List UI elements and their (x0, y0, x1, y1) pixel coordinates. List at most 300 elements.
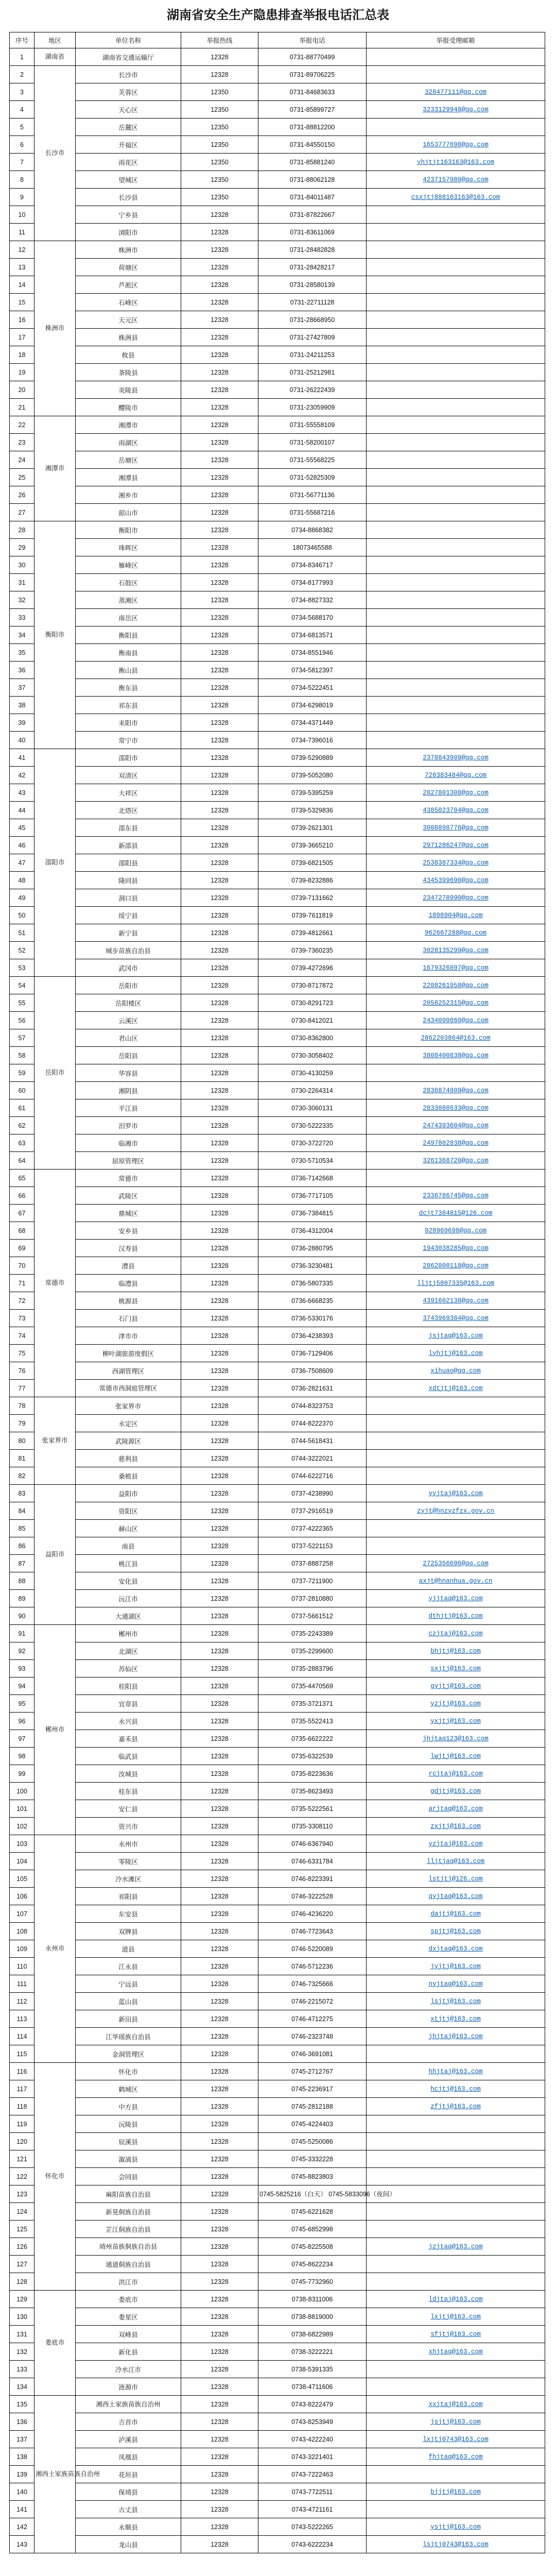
cell-no: 48 (10, 872, 34, 889)
table-row (10, 1555, 545, 1572)
cell-email[interactable] (367, 977, 545, 994)
table-row (10, 1099, 545, 1117)
email-link[interactable]: yxjtj@163.com (430, 1717, 481, 1725)
cell-no: 84 (10, 1502, 34, 1520)
cell-email[interactable] (367, 2291, 545, 2308)
cell-email[interactable] (367, 2063, 545, 2080)
cell-hotline: 12328 (181, 1047, 258, 1064)
email-link[interactable]: sfjtj@163.com (430, 2330, 481, 2338)
email-link[interactable]: jyjtj@163.com (430, 1962, 481, 1970)
cell-hotline: 12328 (181, 1870, 258, 1888)
cell-phone: 0737-5221153 (258, 1537, 367, 1555)
cell-email[interactable] (367, 2413, 545, 2431)
cell-hotline: 12328 (181, 2413, 258, 2431)
email-link[interactable]: 3028135299@qq.com (423, 946, 489, 954)
cell-email[interactable] (367, 784, 545, 802)
cell-phone: 0735-3308110 (258, 1818, 367, 1835)
email-link[interactable]: 2208261958@qq.com (423, 981, 489, 989)
cell-email[interactable] (367, 1748, 545, 1765)
cell-region: 衡阳市 (34, 521, 76, 749)
email-link[interactable]: 2833088633@qq.com (423, 1104, 489, 1112)
cell-phone: 0744-5618431 (258, 1432, 367, 1450)
cell-email[interactable] (367, 959, 545, 977)
cell-email[interactable] (367, 1345, 545, 1362)
cell-email[interactable] (367, 1310, 545, 1327)
cell-unit: 嘉禾县 (76, 1730, 181, 1748)
cell-hotline: 12328 (181, 679, 258, 697)
email-link[interactable]: lljtj5807335@163.com (416, 1279, 495, 1287)
cell-email[interactable] (367, 1275, 545, 1292)
cell-email (367, 2256, 545, 2273)
email-link[interactable]: dcjt7384815@126.com (419, 1209, 493, 1217)
cell-email[interactable] (367, 2518, 545, 2536)
email-link[interactable]: 2862800118@qq.com (423, 1262, 489, 1269)
email-link[interactable]: lstjtj@126.com (428, 1875, 483, 1883)
cell-email[interactable] (367, 1888, 545, 1905)
cell-phone: 0735-8223636 (258, 1765, 367, 1783)
cell-no: 133 (10, 2361, 34, 2378)
cell-email[interactable] (367, 889, 545, 907)
cell-hotline: 12328 (181, 486, 258, 504)
email-link[interactable]: yzjtj@163.com (430, 1700, 481, 1707)
cell-no: 54 (10, 977, 34, 994)
cell-email[interactable] (367, 1082, 545, 1099)
cell-phone: 0734-8868382 (258, 521, 367, 539)
cell-hotline: 12328 (181, 1205, 258, 1222)
table-row (10, 1064, 545, 1082)
email-link[interactable]: 2725356696@qq.com (423, 1560, 489, 1567)
email-link[interactable]: 1653777698@qq.com (423, 141, 489, 148)
cell-unit: 武冈市 (76, 959, 181, 977)
email-link[interactable]: jhjtaq123@163.com (423, 1735, 489, 1742)
email-link[interactable]: dxjtaq@163.com (428, 1945, 483, 1953)
email-link[interactable]: 2497802838@qq.com (423, 1139, 489, 1147)
email-link[interactable]: 2971286247@qq.com (423, 841, 489, 849)
cell-no: 96 (10, 1713, 34, 1730)
cell-email (367, 364, 545, 381)
cell-no: 18 (10, 346, 34, 364)
table-row (10, 1660, 545, 1677)
cell-email[interactable] (367, 1029, 545, 1047)
cell-phone: 0738-4711606 (258, 2378, 367, 2396)
cell-email[interactable] (367, 1677, 545, 1695)
cell-email[interactable] (367, 2028, 545, 2045)
email-link[interactable]: xtjtj@163.com (430, 2015, 481, 2023)
email-link[interactable]: lyhjtj@163.com (428, 1349, 483, 1357)
cell-unit: 长沙县 (76, 189, 181, 206)
email-link[interactable]: ldjtaj@163.com (428, 2295, 483, 2303)
cell-hotline: 12350 (181, 189, 258, 206)
cell-unit: 资兴市 (76, 1818, 181, 1835)
table-row (10, 399, 545, 416)
email-link[interactable]: 3233129948@qq.com (423, 106, 489, 113)
cell-no: 24 (10, 451, 34, 469)
cell-unit: 花垣县 (76, 2466, 181, 2483)
email-link[interactable]: lsjtj@163.com (430, 1997, 481, 2005)
cell-phone: 0731-28428217 (258, 259, 367, 276)
cell-no: 93 (10, 1660, 34, 1677)
email-link[interactable]: hcjtj@163.com (430, 2085, 481, 2093)
cell-email[interactable] (367, 101, 545, 118)
table-row (10, 118, 545, 136)
email-link[interactable]: gdjtj@163.com (430, 1787, 481, 1795)
cell-email[interactable] (367, 924, 545, 942)
table-row (10, 977, 545, 994)
cell-email (367, 626, 545, 644)
cell-no: 23 (10, 434, 34, 451)
email-link[interactable]: 3261368720@qq.com (423, 1157, 489, 1164)
email-link[interactable]: lxjtj@163.com (430, 2313, 481, 2320)
cell-email[interactable] (367, 1923, 545, 1940)
email-link[interactable]: zfjtj@163.com (430, 2103, 481, 2110)
cell-email[interactable] (367, 1870, 545, 1888)
cell-unit: 岳塘区 (76, 451, 181, 469)
email-link[interactable]: 3808400838@qq.com (423, 1052, 489, 1059)
cell-hotline: 12328 (181, 662, 258, 679)
email-link[interactable]: xihuao@qq.com (430, 1367, 481, 1375)
cell-phone: 0746-3222528 (258, 1888, 367, 1905)
email-link[interactable]: axjt@hnanhua.gov.cn (419, 1577, 493, 1585)
cell-no: 12 (10, 241, 34, 259)
cell-hotline: 12328 (181, 1590, 258, 1607)
email-link[interactable]: zxjtj@163.com (430, 1822, 481, 1830)
cell-email[interactable] (367, 1993, 545, 2010)
cell-email[interactable] (367, 1660, 545, 1677)
cell-email[interactable] (367, 1713, 545, 1730)
cell-hotline: 12328 (181, 2238, 258, 2256)
cell-phone: 0735-2243389 (258, 1625, 367, 1642)
cell-email[interactable] (367, 1502, 545, 1520)
cell-hotline: 12328 (181, 924, 258, 942)
cell-no: 27 (10, 504, 34, 521)
email-link[interactable]: dthjtj@163.com (428, 1612, 483, 1620)
cell-email[interactable] (367, 171, 545, 189)
email-link[interactable]: czjtaj@163.com (428, 1630, 483, 1637)
cell-email[interactable] (367, 1905, 545, 1923)
cell-email[interactable] (367, 1012, 545, 1029)
cell-email[interactable] (367, 1853, 545, 1870)
cell-email[interactable] (367, 819, 545, 837)
cell-email[interactable] (367, 1187, 545, 1205)
cell-phone: 0746-5712236 (258, 1958, 367, 1975)
cell-no: 21 (10, 399, 34, 416)
cell-email[interactable] (367, 837, 545, 854)
email-link[interactable]: yyjtaj@163.com (428, 1489, 483, 1497)
cell-email[interactable] (367, 1134, 545, 1152)
cell-no: 36 (10, 662, 34, 679)
table-row (10, 1537, 545, 1555)
cell-unit: 湖南省交通运输厅 (76, 48, 181, 66)
email-link[interactable]: xdtjtj@163.com (428, 1384, 483, 1392)
cell-unit: 桃江县 (76, 1555, 181, 1572)
email-link[interactable]: 328477111@qq.com (424, 88, 487, 96)
cell-email[interactable] (367, 1117, 545, 1134)
cell-phone: 0731-85881240 (258, 154, 367, 171)
cell-email[interactable] (367, 2431, 545, 2448)
cell-no: 139 (10, 2466, 34, 2483)
cell-hotline: 12328 (181, 767, 258, 784)
email-link[interactable]: nyjtaq@163.com (428, 1980, 483, 1988)
email-link[interactable]: 4345399690@qq.com (423, 876, 489, 884)
cell-email[interactable] (367, 136, 545, 154)
cell-hotline: 12328 (181, 1975, 258, 1993)
cell-unit: 耒阳市 (76, 714, 181, 732)
cell-phone: 0731-28668950 (258, 311, 367, 329)
email-link[interactable]: 2827801308@qq.com (423, 789, 489, 796)
email-link[interactable]: 2378843909@qq.com (423, 754, 489, 761)
email-link[interactable]: jhjtaj@163.com (428, 2032, 483, 2040)
cell-phone: 0739-5290889 (258, 749, 367, 767)
email-link[interactable]: lljtjaq@163.com (426, 1857, 485, 1865)
cell-phone: 0739-7131662 (258, 889, 367, 907)
email-link[interactable]: lxjtj0743@163.com (423, 2435, 489, 2443)
email-link[interactable]: 928969698@qq.com (424, 1227, 487, 1234)
email-link[interactable]: lwjtj@163.com (430, 1752, 481, 1760)
cell-unit: 衡阳市 (76, 521, 181, 539)
email-link[interactable]: qyjtaq@163.com (428, 1892, 483, 1900)
table-row (10, 189, 545, 206)
email-link[interactable]: bjjtj@163.com (430, 2488, 481, 2496)
cell-email[interactable] (367, 1625, 545, 1642)
cell-unit: 宁远县 (76, 1975, 181, 1993)
email-link[interactable]: bhjtj@163.com (430, 1647, 481, 1655)
email-link[interactable]: 2474393604@qq.com (423, 1122, 489, 1129)
cell-email[interactable] (367, 1590, 545, 1607)
cell-unit: 安仁县 (76, 1800, 181, 1818)
email-link[interactable]: zyjt@hnzyzfzx.gov.cn (416, 1507, 495, 1515)
cell-phone: 0734-5222451 (258, 679, 367, 697)
cell-no: 77 (10, 1380, 34, 1397)
cell-email[interactable] (367, 1257, 545, 1275)
cell-unit: 绥宁县 (76, 907, 181, 924)
email-link[interactable]: xxjtaj@163.com (428, 2400, 483, 2408)
email-link[interactable]: 3008898776@qq.com (423, 824, 489, 832)
email-link[interactable]: jsjtaq@163.com (428, 1332, 483, 1340)
cell-email[interactable] (367, 1485, 545, 1502)
cell-email[interactable] (367, 1222, 545, 1240)
cell-unit: 西湖管理区 (76, 1362, 181, 1380)
cell-email[interactable] (367, 1975, 545, 1993)
cell-no: 63 (10, 1134, 34, 1152)
cell-email (367, 1467, 545, 1485)
cell-email (367, 1064, 545, 1082)
cell-email[interactable] (367, 154, 545, 171)
header-row (10, 32, 545, 48)
email-link[interactable]: fhjtaq@163.com (428, 2453, 483, 2461)
table-row (10, 1345, 545, 1362)
email-link[interactable]: 2347278990@qq.com (423, 894, 489, 902)
cell-email[interactable] (367, 1695, 545, 1713)
cell-email[interactable] (367, 1940, 545, 1958)
table-row (10, 2378, 545, 2396)
cell-no: 53 (10, 959, 34, 977)
cell-email[interactable] (367, 1800, 545, 1818)
cell-phone: 0731-58200107 (258, 434, 367, 451)
cell-unit: 新田县 (76, 2010, 181, 2028)
cell-email[interactable] (367, 994, 545, 1012)
cell-phone: 0730-4130259 (258, 1064, 367, 1082)
cell-hotline: 12328 (181, 2028, 258, 2045)
email-link[interactable]: spjtj@163.com (430, 1927, 481, 1935)
cell-email[interactable] (367, 2010, 545, 2028)
cell-email[interactable] (367, 872, 545, 889)
cell-hotline: 12328 (181, 469, 258, 486)
cell-phone: 0736-4312004 (258, 1222, 367, 1240)
cell-phone: 0739-7360235 (258, 942, 367, 959)
cell-hotline: 12328 (181, 276, 258, 294)
header-region: 地区 (34, 32, 76, 48)
cell-email[interactable] (367, 1555, 545, 1572)
table-row (10, 1134, 545, 1152)
cell-hotline: 12328 (181, 854, 258, 872)
cell-email[interactable] (367, 2396, 545, 2413)
cell-email[interactable] (367, 1240, 545, 1257)
cell-email[interactable] (367, 749, 545, 767)
cell-no: 73 (10, 1310, 34, 1327)
email-link[interactable]: 962667288@qq.com (424, 929, 487, 937)
cell-unit: 祁阳县 (76, 1888, 181, 1905)
cell-no: 10 (10, 206, 34, 224)
email-link[interactable]: 1943038285@qq.com (423, 1244, 489, 1252)
email-link[interactable]: csxjtj888163163@163.com (411, 193, 500, 201)
cell-hotline: 12328 (181, 1905, 258, 1923)
cell-email[interactable] (367, 2080, 545, 2098)
cell-email[interactable] (367, 2448, 545, 2466)
cell-email (367, 451, 545, 469)
cell-phone: 0730-8717872 (258, 977, 367, 994)
cell-email[interactable] (367, 1835, 545, 1853)
email-link[interactable]: xhjtaq@163.com (428, 2348, 483, 2355)
cell-email[interactable] (367, 2098, 545, 2115)
cell-hotline: 12350 (181, 101, 258, 118)
cell-email[interactable] (367, 1642, 545, 1660)
table-row (10, 1257, 545, 1275)
cell-email[interactable] (367, 1765, 545, 1783)
cell-email[interactable] (367, 1730, 545, 1748)
email-link[interactable]: 2434099860@qq.com (423, 1016, 489, 1024)
cell-email[interactable] (367, 1152, 545, 1170)
cell-email[interactable] (367, 1047, 545, 1064)
cell-no: 108 (10, 1923, 34, 1940)
cell-no: 43 (10, 784, 34, 802)
cell-no: 78 (10, 1397, 34, 1415)
email-link[interactable]: jzjtaq@163.com (428, 2243, 483, 2250)
email-link[interactable]: 2336786745@qq.com (423, 1192, 489, 1199)
cell-unit: 醴陵市 (76, 399, 181, 416)
cell-email[interactable] (367, 1572, 545, 1590)
cell-email[interactable] (367, 2308, 545, 2326)
email-link[interactable]: dajtj@163.com (430, 1910, 481, 1918)
cell-unit: 麻阳苗族自治县 (76, 2185, 181, 2203)
email-link[interactable]: rcjtaj@163.com (428, 1770, 483, 1777)
email-link[interactable]: 2862203864@163.com (421, 1034, 491, 1042)
email-link[interactable]: arjtaq@163.com (428, 1805, 483, 1812)
email-link[interactable]: yzjtaj@163.com (428, 1840, 483, 1848)
cell-phone: 0731-27427809 (258, 329, 367, 346)
cell-email[interactable] (367, 83, 545, 101)
cell-unit: 湘潭市 (76, 416, 181, 434)
cell-email[interactable] (367, 907, 545, 924)
email-link[interactable]: lsjtj0743@163.com (423, 2540, 489, 2548)
cell-email[interactable] (367, 1327, 545, 1345)
cell-email[interactable] (367, 1292, 545, 1310)
cell-phone: 0730-2264314 (258, 1082, 367, 1099)
cell-email[interactable] (367, 1380, 545, 1397)
table-row (10, 1047, 545, 1064)
cell-phone: 0731-24211253 (258, 346, 367, 364)
cell-hotline: 12328 (181, 451, 258, 469)
table-row (10, 1205, 545, 1222)
email-link[interactable]: 2836874809@qq.com (423, 1087, 489, 1094)
cell-unit: 茶陵县 (76, 364, 181, 381)
email-link[interactable]: gyjtj@163.com (430, 1682, 481, 1690)
cell-email (367, 416, 545, 434)
cell-email[interactable] (367, 854, 545, 872)
cell-email[interactable] (367, 802, 545, 819)
cell-email[interactable] (367, 2326, 545, 2343)
cell-email[interactable] (367, 2483, 545, 2501)
cell-no: 28 (10, 521, 34, 539)
email-link[interactable]: 2058252315@qq.com (423, 999, 489, 1007)
cell-email[interactable] (367, 767, 545, 784)
table-row (10, 2045, 545, 2063)
cell-hotline: 12328 (181, 1642, 258, 1660)
email-link[interactable]: 4385023704@qq.com (423, 806, 489, 814)
cell-email (367, 48, 545, 66)
cell-email[interactable] (367, 1818, 545, 1835)
cell-no: 30 (10, 556, 34, 574)
table-row (10, 1397, 545, 1415)
cell-no: 105 (10, 1870, 34, 1888)
cell-email[interactable] (367, 1362, 545, 1380)
table-row (10, 416, 545, 434)
cell-email[interactable] (367, 942, 545, 959)
email-link[interactable]: 1808904@qq.com (428, 911, 483, 919)
cell-unit: 辰溪县 (76, 2133, 181, 2150)
cell-email[interactable] (367, 1783, 545, 1800)
cell-email[interactable] (367, 2238, 545, 2256)
table-row (10, 2010, 545, 2028)
cell-phone: 0739-3665210 (258, 837, 367, 854)
cell-email[interactable] (367, 1099, 545, 1117)
email-link[interactable]: 4237157980@qq.com (423, 176, 489, 183)
cell-email[interactable] (367, 1958, 545, 1975)
cell-email (367, 469, 545, 486)
table-row (10, 1572, 545, 1590)
email-link[interactable]: 1679326897@qq.com (423, 964, 489, 972)
email-link[interactable]: jsjtj@163.com (430, 2418, 481, 2426)
email-link[interactable]: yhjtjt163163@163.com (416, 158, 495, 166)
email-link[interactable]: ysjtj@163.com (430, 2523, 481, 2531)
cell-email[interactable] (367, 189, 545, 206)
email-link[interactable]: 726383484@qq.com (424, 771, 487, 779)
cell-email (367, 732, 545, 749)
table-row (10, 2308, 545, 2326)
email-link[interactable]: hhjtaj@163.com (428, 2067, 483, 2075)
cell-email[interactable] (367, 1607, 545, 1625)
cell-phone: 0743-7722511 (258, 2483, 367, 2501)
cell-email[interactable] (367, 2536, 545, 2553)
table-row (10, 294, 545, 311)
email-link[interactable]: yjjtaq@163.com (428, 1595, 483, 1602)
cell-email[interactable] (367, 1205, 545, 1222)
email-link[interactable]: 4391602138@qq.com (423, 1297, 489, 1304)
cell-email[interactable] (367, 2343, 545, 2361)
email-link[interactable]: sxjtj@163.com (430, 1665, 481, 1672)
email-link[interactable]: 2538387334@qq.com (423, 859, 489, 867)
email-link[interactable]: 3743969384@qq.com (423, 1314, 489, 1322)
cell-unit: 湘西土家族苗族自治州 (76, 2396, 181, 2413)
